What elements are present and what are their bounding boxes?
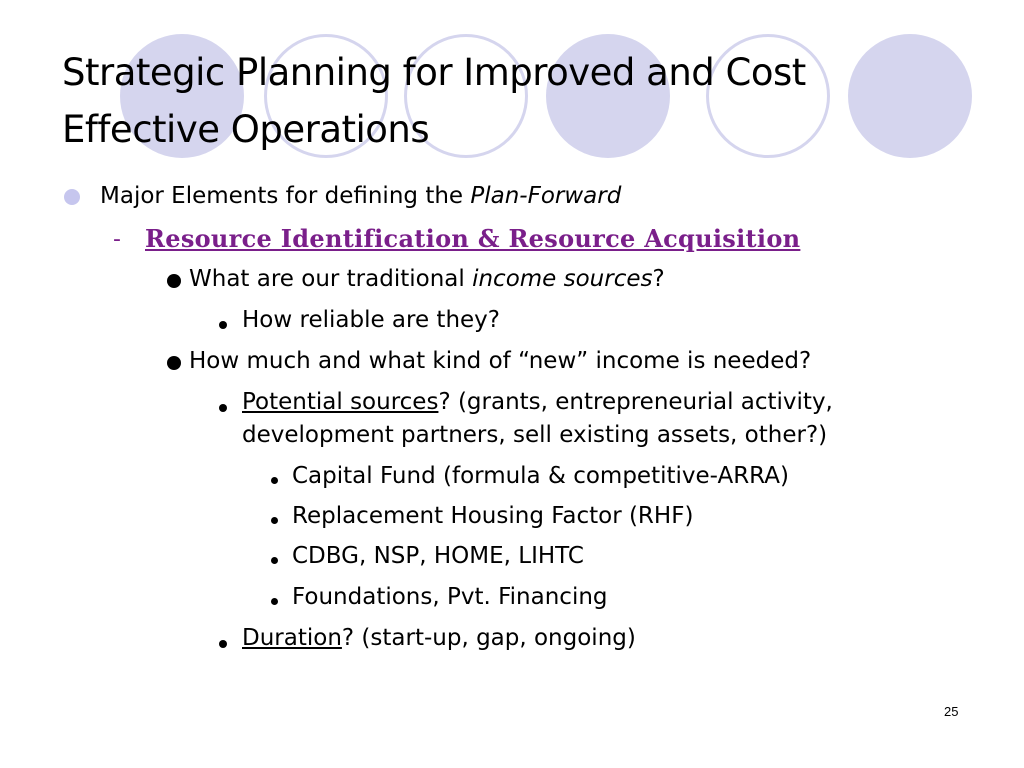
- bullet-icon: [219, 640, 227, 648]
- bullet-icon: [167, 356, 181, 370]
- potential-sources-rest: ? (grants, entrepreneurial activity,: [438, 389, 833, 415]
- subheading-resource-identification: Resource Identification & Resource Acquisition: [145, 224, 801, 253]
- source-item: Capital Fund (formula & competitive-ARRA): [292, 463, 789, 489]
- bullet-icon: [167, 274, 181, 288]
- source-item: Replacement Housing Factor (RHF): [292, 503, 694, 529]
- source-item: Foundations, Pvt. Financing: [292, 584, 608, 610]
- bullet-icon: [64, 189, 80, 205]
- bullet-icon: [271, 557, 278, 564]
- q1-text: What are our traditional: [189, 266, 473, 292]
- potential-sources-line-2: development partners, sell existing assets, other?): [242, 422, 828, 448]
- plan-forward-text: Plan-Forward: [470, 183, 622, 209]
- duration-label: Duration: [242, 625, 342, 651]
- source-item: CDBG, NSP, HOME, LIHTC: [292, 543, 584, 569]
- question-income-sources: [189, 266, 665, 292]
- bullet-icon: [271, 598, 278, 605]
- duration-item: [242, 625, 636, 651]
- bullet-icon: [219, 321, 227, 329]
- bullet-icon: [271, 517, 278, 524]
- reliability-item: How reliable are they?: [242, 307, 500, 333]
- bullet-icon: [271, 477, 278, 484]
- q1-end: ?: [652, 266, 665, 292]
- potential-sources-label: Potential sources: [242, 389, 439, 415]
- major-elements-item: [100, 183, 621, 209]
- title-line-1: Strategic Planning for Improved and Cost: [62, 51, 806, 94]
- bullet-icon: [219, 404, 227, 412]
- potential-sources-item: [242, 389, 833, 415]
- page-number: 25: [944, 704, 959, 719]
- major-elements-text: Major Elements for defining the: [100, 183, 471, 209]
- question-new-income: How much and what kind of “new” income is needed?: [189, 348, 812, 374]
- dash-bullet: -: [113, 227, 121, 252]
- q1-italic: income sources: [472, 266, 653, 292]
- duration-rest: ? (start-up, gap, ongoing): [341, 625, 636, 651]
- title-line-2: Effective Operations: [62, 108, 430, 151]
